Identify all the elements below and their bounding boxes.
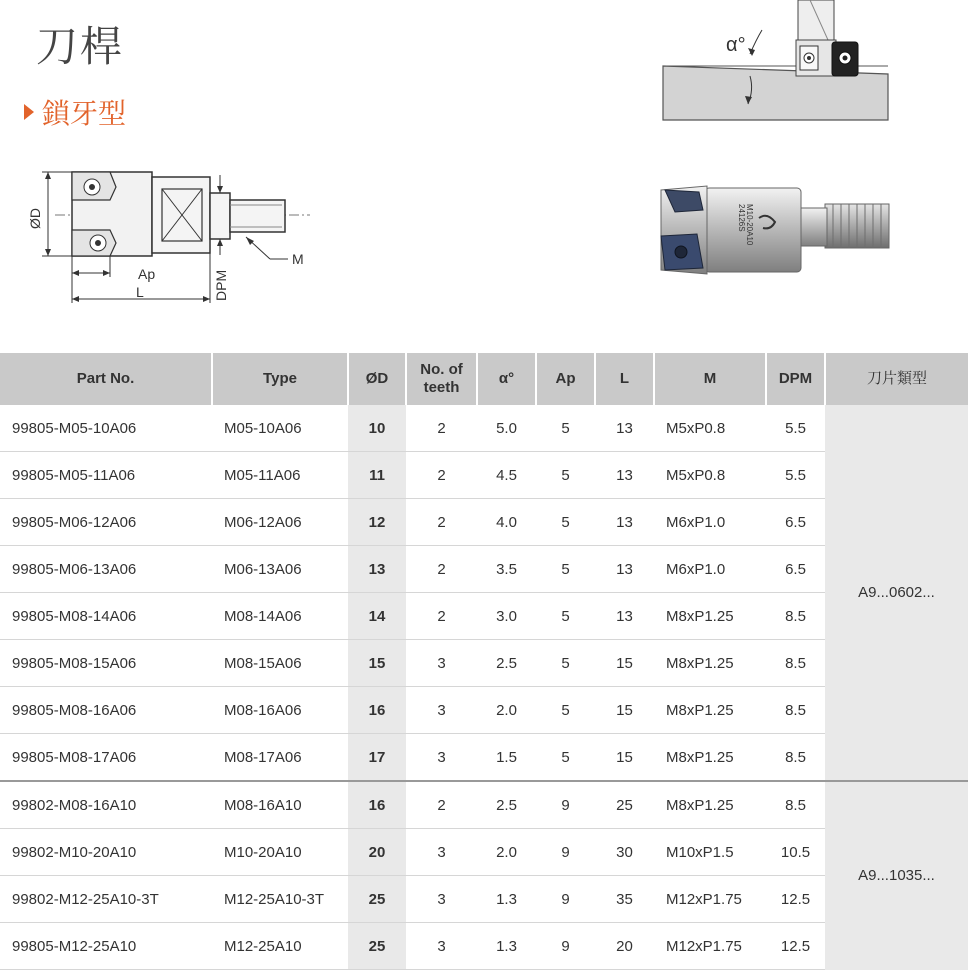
tool-product-illustration (655, 180, 895, 280)
cell-type: M08-14A06 (212, 593, 348, 640)
cell-ap: 5 (536, 452, 595, 499)
cell-type: M06-13A06 (212, 546, 348, 593)
table-row (0, 405, 968, 452)
cell-alpha: 1.3 (477, 876, 536, 923)
cell-diameter: 10 (348, 405, 406, 452)
cell-alpha: 2.0 (477, 687, 536, 734)
cell-alpha: 2.5 (477, 640, 536, 687)
triangle-bullet-icon (24, 104, 34, 120)
cell-ap: 5 (536, 734, 595, 782)
m-label: M (292, 251, 304, 267)
cell-dpm: 12.5 (766, 923, 825, 970)
table-row (0, 781, 968, 829)
cell-ap: 5 (536, 405, 595, 452)
cell-m: M8xP1.25 (654, 640, 766, 687)
cell-dpm: 6.5 (766, 546, 825, 593)
col-header-m: M (654, 353, 766, 405)
cell-alpha: 4.0 (477, 499, 536, 546)
cell-diameter: 16 (348, 687, 406, 734)
ap-label: Ap (138, 266, 156, 282)
cell-diameter: 20 (348, 829, 406, 876)
dpm-label: DPM (213, 269, 229, 301)
cell-diameter: 12 (348, 499, 406, 546)
cell-dpm: 10.5 (766, 829, 825, 876)
cell-alpha: 1.3 (477, 923, 536, 970)
cell-type: M10-20A10 (212, 829, 348, 876)
cell-part-no: 99805-M12-25A10 (0, 923, 212, 970)
cell-type: M08-17A06 (212, 734, 348, 782)
col-header-alpha: α° (477, 353, 536, 405)
cell-part-no: 99805-M06-13A06 (0, 546, 212, 593)
cell-ap: 9 (536, 876, 595, 923)
cell-diameter: 13 (348, 546, 406, 593)
cell-dpm: 8.5 (766, 593, 825, 640)
cell-type: M12-25A10 (212, 923, 348, 970)
cell-dpm: 6.5 (766, 499, 825, 546)
cell-dpm: 12.5 (766, 876, 825, 923)
cell-insert-type: A9...1035... (825, 781, 968, 970)
cell-diameter: 16 (348, 781, 406, 829)
cell-ap: 5 (536, 640, 595, 687)
col-header-teeth: No. of teeth (406, 353, 477, 405)
cell-m: M8xP1.25 (654, 781, 766, 829)
cell-part-no: 99805-M08-14A06 (0, 593, 212, 640)
spec-table (0, 353, 968, 970)
cell-teeth: 3 (406, 687, 477, 734)
table-row (0, 546, 968, 593)
cell-teeth: 2 (406, 546, 477, 593)
table-header-row (0, 353, 968, 405)
cell-part-no: 99805-M05-10A06 (0, 405, 212, 452)
cell-ap: 9 (536, 923, 595, 970)
ramping-angle-drawing (660, 0, 892, 125)
col-header-length: L (595, 353, 654, 405)
diameter-label: ØD (27, 208, 43, 229)
cell-teeth: 2 (406, 405, 477, 452)
cell-length: 13 (595, 593, 654, 640)
col-header-diameter: ØD (348, 353, 406, 405)
cell-diameter: 25 (348, 923, 406, 970)
cell-type: M08-16A10 (212, 781, 348, 829)
tool-marking-1: M10-20A10 (745, 204, 754, 246)
col-header-part-no: Part No. (0, 353, 212, 405)
tool-marking-2: 24126S (737, 204, 746, 232)
tool-dimension-drawing (20, 155, 320, 310)
table-row (0, 687, 968, 734)
cell-m: M6xP1.0 (654, 546, 766, 593)
page-title: 刀桿 (36, 22, 125, 71)
cell-part-no: 99802-M10-20A10 (0, 829, 212, 876)
cell-diameter: 15 (348, 640, 406, 687)
cell-length: 30 (595, 829, 654, 876)
cell-m: M8xP1.25 (654, 687, 766, 734)
cell-alpha: 2.5 (477, 781, 536, 829)
cell-ap: 5 (536, 687, 595, 734)
col-header-type: Type (212, 353, 348, 405)
cell-type: M06-12A06 (212, 499, 348, 546)
cell-dpm: 8.5 (766, 781, 825, 829)
cell-dpm: 5.5 (766, 405, 825, 452)
cell-length: 13 (595, 405, 654, 452)
cell-length: 13 (595, 499, 654, 546)
cell-type: M05-10A06 (212, 405, 348, 452)
cell-ap: 5 (536, 546, 595, 593)
cell-teeth: 2 (406, 452, 477, 499)
cell-teeth: 2 (406, 593, 477, 640)
section-subtitle (24, 92, 126, 132)
table-row (0, 923, 968, 970)
cell-diameter: 25 (348, 876, 406, 923)
cell-teeth: 3 (406, 923, 477, 970)
col-header-insert-type: 刀片類型 (825, 353, 968, 405)
cell-teeth: 3 (406, 876, 477, 923)
cell-alpha: 3.0 (477, 593, 536, 640)
cell-type: M05-11A06 (212, 452, 348, 499)
cell-m: M12xP1.75 (654, 923, 766, 970)
table-row (0, 876, 968, 923)
cell-part-no: 99805-M05-11A06 (0, 452, 212, 499)
cell-alpha: 2.0 (477, 829, 536, 876)
cell-length: 15 (595, 640, 654, 687)
cell-m: M8xP1.25 (654, 593, 766, 640)
cell-alpha: 5.0 (477, 405, 536, 452)
table-row (0, 499, 968, 546)
cell-length: 20 (595, 923, 654, 970)
section-subtitle-text: 鎖牙型 (42, 97, 127, 130)
cell-alpha: 4.5 (477, 452, 536, 499)
cell-length: 15 (595, 687, 654, 734)
table-row (0, 452, 968, 499)
cell-ap: 5 (536, 593, 595, 640)
table-row (0, 593, 968, 640)
table-row (0, 640, 968, 687)
cell-m: M5xP0.8 (654, 452, 766, 499)
cell-teeth: 2 (406, 499, 477, 546)
cell-m: M12xP1.75 (654, 876, 766, 923)
cell-teeth: 3 (406, 829, 477, 876)
cell-type: M08-16A06 (212, 687, 348, 734)
cell-type: M12-25A10-3T (212, 876, 348, 923)
cell-alpha: 3.5 (477, 546, 536, 593)
cell-dpm: 8.5 (766, 734, 825, 782)
table-row (0, 734, 968, 782)
cell-length: 35 (595, 876, 654, 923)
cell-length: 25 (595, 781, 654, 829)
cell-ap: 5 (536, 499, 595, 546)
cell-diameter: 17 (348, 734, 406, 782)
cell-length: 13 (595, 452, 654, 499)
col-header-ap: Ap (536, 353, 595, 405)
cell-length: 13 (595, 546, 654, 593)
cell-part-no: 99805-M08-15A06 (0, 640, 212, 687)
cell-teeth: 3 (406, 640, 477, 687)
cell-part-no: 99805-M08-17A06 (0, 734, 212, 782)
cell-ap: 9 (536, 781, 595, 829)
cell-length: 15 (595, 734, 654, 782)
cell-m: M5xP0.8 (654, 405, 766, 452)
cell-teeth: 3 (406, 734, 477, 782)
cell-diameter: 11 (348, 452, 406, 499)
cell-part-no: 99802-M08-16A10 (0, 781, 212, 829)
cell-dpm: 8.5 (766, 640, 825, 687)
cell-insert-type: A9...0602... (825, 405, 968, 781)
cell-ap: 9 (536, 829, 595, 876)
cell-m: M10xP1.5 (654, 829, 766, 876)
length-label: L (136, 284, 144, 300)
cell-part-no: 99805-M08-16A06 (0, 687, 212, 734)
cell-part-no: 99805-M06-12A06 (0, 499, 212, 546)
cell-m: M8xP1.25 (654, 734, 766, 782)
cell-m: M6xP1.0 (654, 499, 766, 546)
cell-dpm: 8.5 (766, 687, 825, 734)
cell-alpha: 1.5 (477, 734, 536, 782)
cell-diameter: 14 (348, 593, 406, 640)
alpha-label: α° (726, 34, 746, 56)
cell-dpm: 5.5 (766, 452, 825, 499)
cell-part-no: 99802-M12-25A10-3T (0, 876, 212, 923)
col-header-dpm: DPM (766, 353, 825, 405)
cell-teeth: 2 (406, 781, 477, 829)
table-row (0, 829, 968, 876)
cell-type: M08-15A06 (212, 640, 348, 687)
